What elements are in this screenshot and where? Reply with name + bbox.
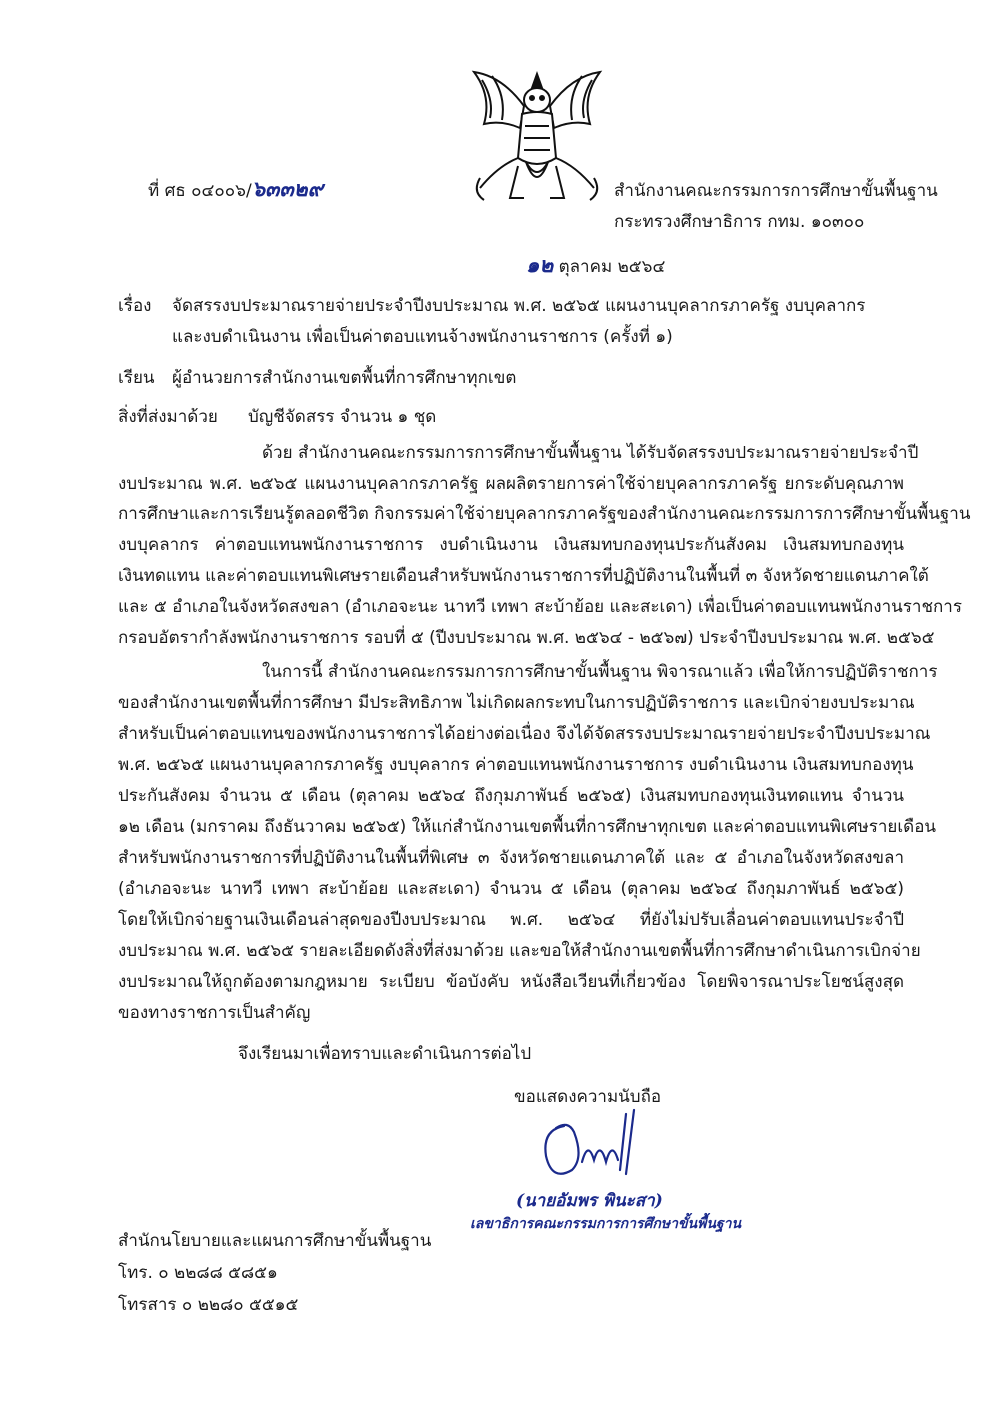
subject-line-1: จัดสรรงบประมาณรายจ่ายประจำปีงบประมาณ พ.ศ. ๒๕๖๕ แผนงานบุคลากรภาครัฐ งบบุคลากร [172,296,866,316]
garuda-emblem-icon [462,66,612,208]
paragraph-line: และ ๕ อำเภอในจังหวัดสงขลา (อำเภอจะนะ นาทวี เทพา สะบ้าย้อย และสะเดา) เพื่อเป็นค่าตอบแทนพนักงานราชการ [118,597,962,617]
enclosure-label: สิ่งที่ส่งมาด้วย [118,407,218,427]
paragraph-line: สำหรับเป็นค่าตอบแทนของพนักงานราชการได้อย่างต่อเนื่อง จึงได้จัดสรรงบประมาณรายจ่ายประจำปีงบประมาณ [118,724,931,744]
recipient-label: เรียน [118,368,155,388]
letter-date [526,254,665,278]
paragraph-line: (อำเภอจะนะ นาทวี เทพา สะบ้าย้อย และสะเดา) จำนวน ๕ เดือน (ตุลาคม ๒๕๖๔ ถึงกุมภาพันธ์ ๒๕๖๕) [118,879,904,899]
agency-name: สำนักงานคณะกรรมการการศึกษาขั้นพื้นฐาน [614,181,938,201]
regards-text: ขอแสดงความนับถือ [514,1087,662,1107]
paragraph-line: ประกันสังคม จำนวน ๕ เดือน (ตุลาคม ๒๕๖๔ ถึงกุมภาพันธ์ ๒๕๖๕) เงินสมทบกองทุนเงินทดแทน จำนวน [118,786,904,806]
date-day-handwritten: ๑๒ [526,252,554,277]
paragraph-line: เงินทดแทน และค่าตอบแทนพิเศษรายเดือนสำหรับพนักงานราชการที่ปฏิบัติงานในพื้นที่ ๓ จังหวัดชายแดนภาคใต้ [118,566,929,586]
closing-sentence: จึงเรียนมาเพื่อทราบและดำเนินการต่อไป [238,1044,532,1064]
signatory-position: เลขาธิการคณะกรรมการการศึกษาขั้นพื้นฐาน [470,1216,742,1232]
recipient-text: ผู้อำนวยการสำนักงานเขตพื้นที่การศึกษาทุกเขต [172,368,517,388]
paragraph-line: ๑๒ เดือน (มกราคม ถึงธันวาคม ๒๕๖๕) ให้แก่สำนักงานเขตพื้นที่การศึกษาทุกเขต และค่าตอบแทนพิเศษรายเดือน [118,817,937,837]
paragraph-line: ด้วย สำนักงานคณะกรรมการการศึกษาขั้นพื้นฐาน ได้รับจัดสรรงบประมาณรายจ่ายประจำปี [262,443,919,463]
paragraph-line: สำหรับพนักงานราชการที่ปฏิบัติงานในพื้นที่พิเศษ ๓ จังหวัดชายแดนภาคใต้ และ ๕ อำเภอในจังหวัดสงขลา [118,848,904,868]
paragraph-line: งบประมาณ พ.ศ. ๒๕๖๕ รายละเอียดดังสิ่งที่ส่งมาด้วย และขอให้สำนักงานเขตพื้นที่การศึกษาดำเนินการเบิกจ่าย [118,941,921,961]
paragraph-line: ของสำนักงานเขตพื้นที่การศึกษา มีประสิทธิภาพ ไม่เกิดผลกระทบในการปฏิบัติราชการ และเบิกจ่ายงบประมาณ [118,693,915,713]
paragraph-line: การศึกษาและการเรียนรู้ตลอดชีวิต กิจกรรมค่าใช้จ่ายบุคลากรภาครัฐของสำนักงานคณะกรรมการการศึกษาขั้นพื้นฐาน [118,504,971,524]
paragraph-line: กรอบอัตรากำลังพนักงานราชการ รอบที่ ๕ (ปีงบประมาณ พ.ศ. ๒๕๖๔ - ๒๕๖๗) ประจำปีงบประมาณ พ.ศ. ๒๕๖๕ [118,628,935,648]
subject-line-2: และงบดำเนินงาน เพื่อเป็นค่าตอบแทนจ้างพนักงานราชการ (ครั้งที่ ๑) [172,327,673,347]
paragraph-line: ของทางราชการเป็นสำคัญ [118,1003,311,1023]
date-month-year: ตุลาคม ๒๕๖๔ [558,257,666,277]
paragraph-line: งบบุคลากร ค่าตอบแทนพนักงานราชการ งบดำเนินงาน เงินสมทบกองทุนประกันสังคม เงินสมทบกองทุน [118,535,904,555]
subject-label: เรื่อง [118,296,152,316]
footer-fax: โทรสาร ๐ ๒๒๘๐ ๕๕๑๕ [118,1295,299,1315]
paragraph-line: งบประมาณให้ถูกต้องตามกฎหมาย ระเบียบ ข้อบังคับ หนังสือเวียนที่เกี่ยวข้อง โดยพิจารณาประโยชน์สูงสุด [118,972,904,992]
paragraph-line: งบประมาณ พ.ศ. ๒๕๖๕ แผนงานบุคลากรภาครัฐ ผลผลิตรายการค่าใช้จ่ายบุคลากรภาครัฐ ยกระดับคุณภาพ [118,474,904,494]
agency-address: กระทรวงศึกษาธิการ กทม. ๑๐๓๐๐ [614,212,865,232]
footer-office: สำนักนโยบายและแผนการศึกษาขั้นพื้นฐาน [118,1231,432,1251]
reference-handwritten-number: ๖๓๓๒๙ [251,176,323,201]
handwritten-signature [528,1100,658,1190]
reference-number [148,178,323,202]
footer-phone: โทร. ๐ ๒๒๘๘ ๕๘๕๑ [118,1263,278,1283]
paragraph-line: พ.ศ. ๒๕๖๕ แผนงานบุคลากรภาครัฐ งบบุคลากร ค่าตอบแทนพนักงานราชการ งบดำเนินงาน เงินสมทบกองทุน [118,755,914,775]
reference-prefix: ที่ ศธ ๐๔๐๐๖/ [148,181,252,201]
paragraph-line: ในการนี้ สำนักงานคณะกรรมการการศึกษาขั้นพื้นฐาน พิจารณาแล้ว เพื่อให้การปฏิบัติราชการ [262,662,938,682]
signatory-name: (นายอัมพร พินะสา) [516,1191,663,1211]
enclosure-text: บัญชีจัดสรร จำนวน ๑ ชุด [248,407,437,427]
paragraph-line: โดยให้เบิกจ่ายฐานเงินเดือนล่าสุดของปีงบประมาณ พ.ศ. ๒๕๖๔ ที่ยังไม่ปรับเลื่อนค่าตอบแทนประจำปี [118,910,904,930]
